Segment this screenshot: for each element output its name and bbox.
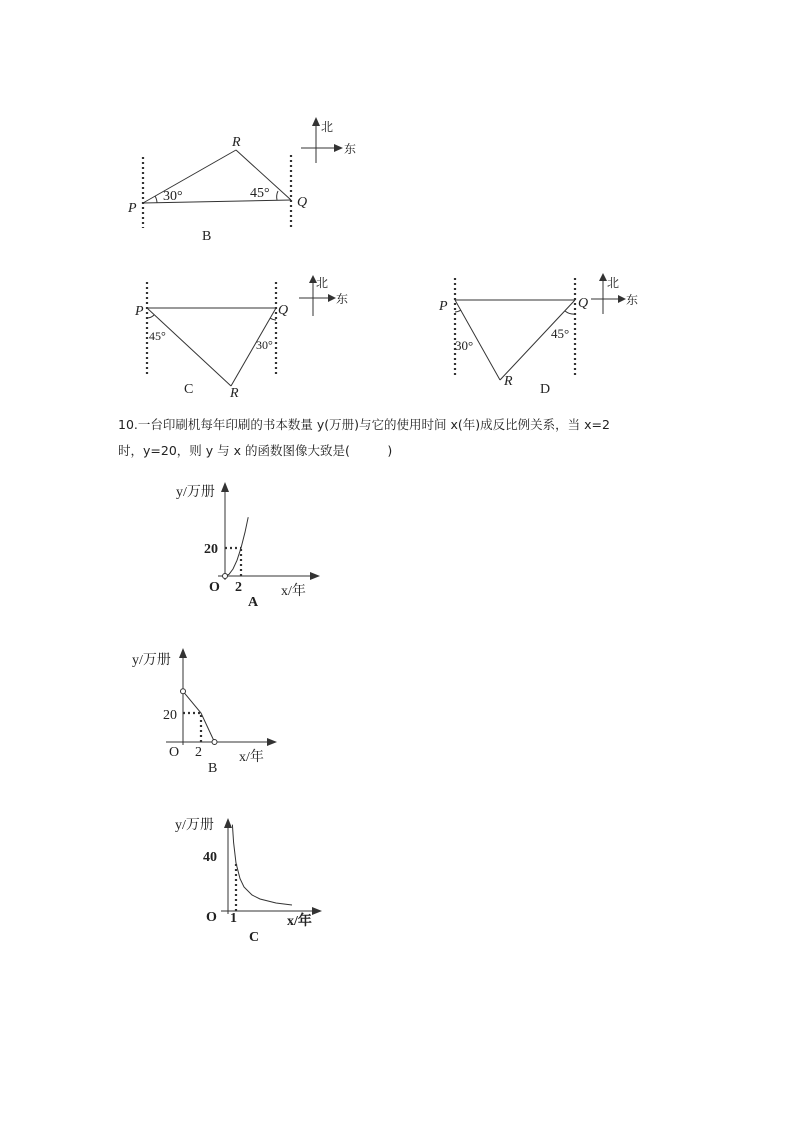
angle-q-label: 30° <box>256 338 273 352</box>
x-tick-label: 2 <box>195 745 202 760</box>
angle-q-label: 45° <box>250 186 270 201</box>
angle-q-label: 45° <box>551 326 570 341</box>
y-axis-label: y/万册 <box>176 485 215 500</box>
series-curve <box>232 825 292 905</box>
y-tick-label: 20 <box>163 708 177 723</box>
compass-north-label: 北 <box>316 276 329 290</box>
origin-label: O <box>206 910 217 925</box>
point-p-label: P <box>128 201 137 216</box>
y-axis-label: y/万册 <box>132 653 171 668</box>
option-label: D <box>540 382 551 397</box>
angle-p-label: 30° <box>455 338 474 353</box>
y-axis-arrow-icon <box>224 818 232 828</box>
x-axis-label: x/年 <box>281 584 306 599</box>
x-axis-arrow-icon <box>312 907 322 915</box>
point-q-label: Q <box>297 195 308 210</box>
option-label: C <box>249 930 260 945</box>
option-label: C <box>184 382 194 397</box>
angle-p-label: 30° <box>163 189 183 204</box>
point-p-label: P <box>135 304 144 319</box>
angle-p-label: 45° <box>149 329 166 343</box>
option-label: A <box>248 595 259 610</box>
question-line-1: 10.一台印刷机每年印刷的书本数量 y(万册)与它的使用时间 x(年)成反比例关系，当 x=2 <box>118 417 610 432</box>
point-q-label: Q <box>278 303 289 318</box>
option-label: B <box>202 229 212 244</box>
compass-east-label: 东 <box>626 293 639 307</box>
point-q-label: Q <box>578 296 589 311</box>
compass-north-label: 北 <box>321 120 334 134</box>
option-label: B <box>208 761 218 776</box>
point-r-label: R <box>230 386 239 401</box>
origin-label: O <box>169 745 180 760</box>
x-tick-label: 2 <box>235 580 242 595</box>
x-tick-label: 1 <box>230 911 237 926</box>
compass-east-label: 东 <box>344 142 357 156</box>
x-axis-label: x/年 <box>287 914 312 929</box>
compass-east-label: 东 <box>336 292 349 306</box>
y-tick-label: 20 <box>204 542 218 557</box>
point-r-label: R <box>504 374 513 389</box>
y-tick-label: 40 <box>203 850 217 865</box>
question-line-2: 时，y=20，则 y 与 x 的函数图像大致是( ) <box>118 443 393 458</box>
y-axis-label: y/万册 <box>175 818 214 833</box>
point-r-label: R <box>232 135 241 150</box>
compass-north-label: 北 <box>607 276 620 290</box>
x-axis-label: x/年 <box>239 750 264 765</box>
point-p-label: P <box>439 299 448 314</box>
origin-label: O <box>209 580 220 595</box>
